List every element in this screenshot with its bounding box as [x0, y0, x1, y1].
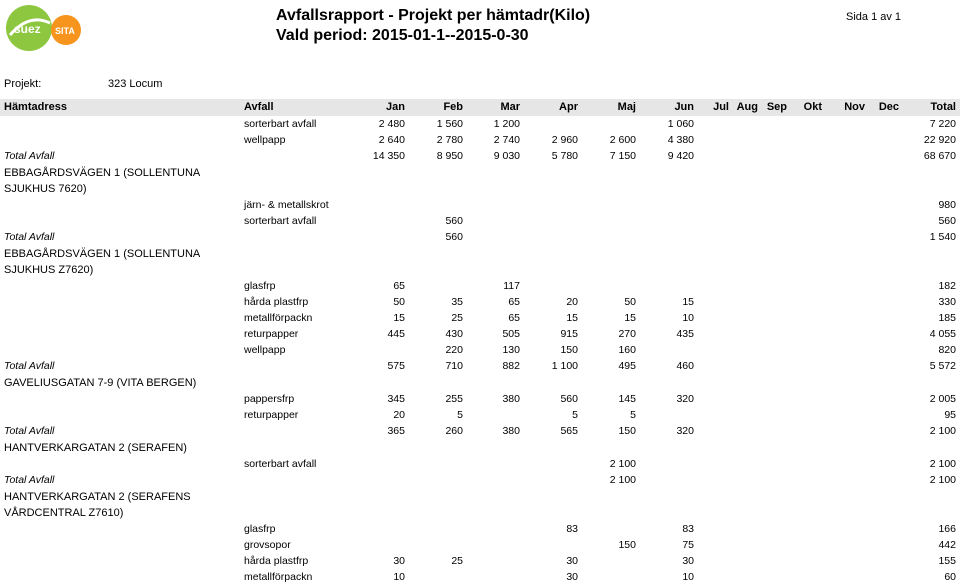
waste-type: wellpapp [244, 134, 286, 146]
row-total: 2 100 [929, 458, 956, 470]
column-header-jan: Jan [386, 101, 405, 113]
total-label: Total Avfall [4, 360, 55, 372]
total-row [0, 423, 960, 439]
month-value: 15 [566, 312, 578, 324]
report-title [276, 6, 590, 46]
waste-type: metallförpackn [244, 571, 313, 583]
month-value: 270 [618, 328, 636, 340]
waste-type: glasfrp [244, 280, 276, 292]
month-value: 50 [393, 296, 405, 308]
month-value: 9 420 [667, 150, 694, 162]
waste-type: returpapper [244, 409, 299, 421]
column-header-okt: Okt [803, 101, 822, 113]
row-total: 68 670 [923, 150, 956, 162]
month-value: 160 [618, 344, 636, 356]
address-row: GAVELIUSGATAN 7-9 (VITA BERGEN) [4, 377, 197, 389]
address-row: HANTVERKARGATAN 2 (SERAFEN) [4, 442, 187, 454]
total-row [0, 472, 960, 488]
month-value: 7 150 [609, 150, 636, 162]
month-value: 83 [566, 523, 578, 535]
project-label: Projekt: [4, 78, 42, 90]
month-value: 460 [676, 360, 694, 372]
table-row [0, 197, 960, 213]
month-value: 320 [676, 393, 694, 405]
table-row [0, 407, 960, 423]
row-total: 182 [938, 280, 956, 292]
address-row: EBBAGÅRDSVÄGEN 1 (SOLLENTUNA SJUKHUS 7620) [4, 167, 200, 195]
total-row [0, 358, 960, 374]
month-value: 65 [393, 280, 405, 292]
month-value: 15 [624, 312, 636, 324]
waste-type: glasfrp [244, 523, 276, 535]
row-total: 980 [938, 199, 956, 211]
month-value: 1 560 [436, 118, 463, 130]
report-title-line2: Vald period: 2015-01-1--2015-0-30 [276, 27, 529, 44]
waste-type: sorterbart avfall [244, 118, 317, 130]
svg-text:SITA: SITA [55, 26, 75, 36]
month-value: 220 [445, 344, 463, 356]
table-header [0, 99, 960, 116]
table-row [0, 342, 960, 358]
month-value: 345 [387, 393, 405, 405]
month-value: 1 100 [551, 360, 578, 372]
month-value: 30 [682, 555, 694, 567]
row-total: 330 [938, 296, 956, 308]
month-value: 130 [502, 344, 520, 356]
month-value: 5 [572, 409, 578, 421]
column-header-nov: Nov [844, 101, 865, 113]
waste-type: pappersfrp [244, 393, 295, 405]
month-value: 30 [566, 571, 578, 583]
waste-type: sorterbart avfall [244, 215, 317, 227]
month-value: 4 380 [667, 134, 694, 146]
month-value: 150 [618, 425, 636, 437]
page-indicator: Sida 1 av 1 [846, 11, 902, 23]
total-row [0, 229, 960, 245]
waste-type: grovsopor [244, 539, 291, 551]
month-value: 15 [682, 296, 694, 308]
month-value: 150 [618, 539, 636, 551]
total-label: Total Avfall [4, 150, 55, 162]
row-total: 155 [938, 555, 956, 567]
column-header-dec: Dec [878, 101, 899, 113]
column-header-jun: Jun [674, 101, 694, 113]
total-label: Total Avfall [4, 231, 55, 243]
row-total: 560 [938, 215, 956, 227]
month-value: 10 [393, 571, 405, 583]
table-row [0, 132, 960, 148]
row-total: 166 [938, 523, 956, 535]
month-value: 560 [445, 215, 463, 227]
waste-type: järn- & metallskrot [244, 199, 329, 211]
total-row [0, 148, 960, 164]
table-row [0, 278, 960, 294]
month-value: 5 780 [551, 150, 578, 162]
company-logo [4, 3, 82, 53]
table-row [0, 456, 960, 472]
row-total: 95 [944, 409, 956, 421]
month-value: 83 [682, 523, 694, 535]
column-header-jul: Jul [713, 101, 729, 113]
month-value: 5 [630, 409, 636, 421]
table-row [0, 553, 960, 569]
row-total: 2 005 [929, 393, 956, 405]
month-value: 495 [618, 360, 636, 372]
month-value: 565 [560, 425, 578, 437]
column-header-feb: Feb [443, 101, 463, 113]
row-total: 5 572 [929, 360, 956, 372]
waste-type: sorterbart avfall [244, 458, 317, 470]
column-header-hamtadress: Hämtadress [4, 101, 67, 113]
month-value: 35 [451, 296, 463, 308]
month-value: 2 600 [609, 134, 636, 146]
table-row [0, 213, 960, 229]
waste-type: hårda plastfrp [244, 555, 309, 567]
month-value: 30 [393, 555, 405, 567]
month-value: 75 [682, 539, 694, 551]
month-value: 25 [451, 555, 463, 567]
month-value: 65 [508, 312, 520, 324]
month-value: 150 [560, 344, 578, 356]
table-row [0, 537, 960, 553]
month-value: 575 [387, 360, 405, 372]
month-value: 560 [445, 231, 463, 243]
month-value: 380 [502, 393, 520, 405]
report-table-body [0, 116, 960, 585]
column-header-apr: Apr [559, 101, 578, 113]
waste-type: metallförpackn [244, 312, 313, 324]
month-value: 5 [457, 409, 463, 421]
month-value: 560 [560, 393, 578, 405]
row-total: 4 055 [929, 328, 956, 340]
month-value: 435 [676, 328, 694, 340]
month-value: 260 [445, 425, 463, 437]
month-value: 380 [502, 425, 520, 437]
month-value: 65 [508, 296, 520, 308]
month-value: 14 350 [372, 150, 405, 162]
month-value: 2 100 [609, 458, 636, 470]
table-row [0, 326, 960, 342]
table-row [0, 294, 960, 310]
month-value: 2 780 [436, 134, 463, 146]
row-total: 2 100 [929, 425, 956, 437]
month-value: 2 640 [378, 134, 405, 146]
waste-type: wellpapp [244, 344, 286, 356]
month-value: 882 [502, 360, 520, 372]
month-value: 50 [624, 296, 636, 308]
row-total: 1 540 [929, 231, 956, 243]
month-value: 10 [682, 312, 694, 324]
row-total: 185 [938, 312, 956, 324]
month-value: 2 480 [378, 118, 405, 130]
row-total: 60 [944, 571, 956, 583]
month-value: 8 950 [436, 150, 463, 162]
row-total: 2 100 [929, 474, 956, 486]
month-value: 30 [566, 555, 578, 567]
column-header-aug: Aug [736, 101, 758, 113]
column-header-mar: Mar [500, 101, 520, 113]
month-value: 10 [682, 571, 694, 583]
row-total: 7 220 [929, 118, 956, 130]
table-row [0, 391, 960, 407]
month-value: 1 060 [667, 118, 694, 130]
month-value: 1 200 [493, 118, 520, 130]
month-value: 15 [393, 312, 405, 324]
month-value: 145 [618, 393, 636, 405]
month-value: 320 [676, 425, 694, 437]
column-header-sep: Sep [766, 101, 787, 113]
address-row: EBBAGÅRDSVÄGEN 1 (SOLLENTUNA SJUKHUS Z7620) [4, 248, 200, 276]
waste-type: hårda plastfrp [244, 296, 309, 308]
address-row: HANTVERKARGATAN 2 (SERAFENS VÅRDCENTRAL Z7610) [4, 491, 191, 519]
total-label: Total Avfall [4, 425, 55, 437]
month-value: 20 [393, 409, 405, 421]
month-value: 915 [560, 328, 578, 340]
month-value: 2 100 [609, 474, 636, 486]
waste-type: returpapper [244, 328, 299, 340]
month-value: 505 [502, 328, 520, 340]
row-total: 442 [938, 539, 956, 551]
month-value: 365 [387, 425, 405, 437]
table-row [0, 521, 960, 537]
svg-text:suez: suez [14, 22, 41, 36]
month-value: 25 [451, 312, 463, 324]
month-value: 430 [445, 328, 463, 340]
total-label: Total Avfall [4, 474, 55, 486]
month-value: 2 960 [551, 134, 578, 146]
month-value: 9 030 [493, 150, 520, 162]
table-row [0, 116, 960, 132]
month-value: 710 [445, 360, 463, 372]
column-header-total: Total [930, 101, 956, 113]
column-header-avfall: Avfall [244, 101, 274, 113]
month-value: 20 [566, 296, 578, 308]
report-title-line1: Avfallsrapport - Projekt per hämtadr(Kilo) [276, 7, 591, 24]
month-value: 117 [503, 280, 520, 292]
table-row [0, 310, 960, 326]
column-header-maj: Maj [617, 101, 636, 113]
row-total: 820 [938, 344, 956, 356]
month-value: 255 [445, 393, 463, 405]
table-row [0, 569, 960, 585]
project-value: 323 Locum [108, 78, 163, 90]
month-value: 445 [387, 328, 405, 340]
row-total: 22 920 [923, 134, 956, 146]
month-value: 2 740 [493, 134, 520, 146]
